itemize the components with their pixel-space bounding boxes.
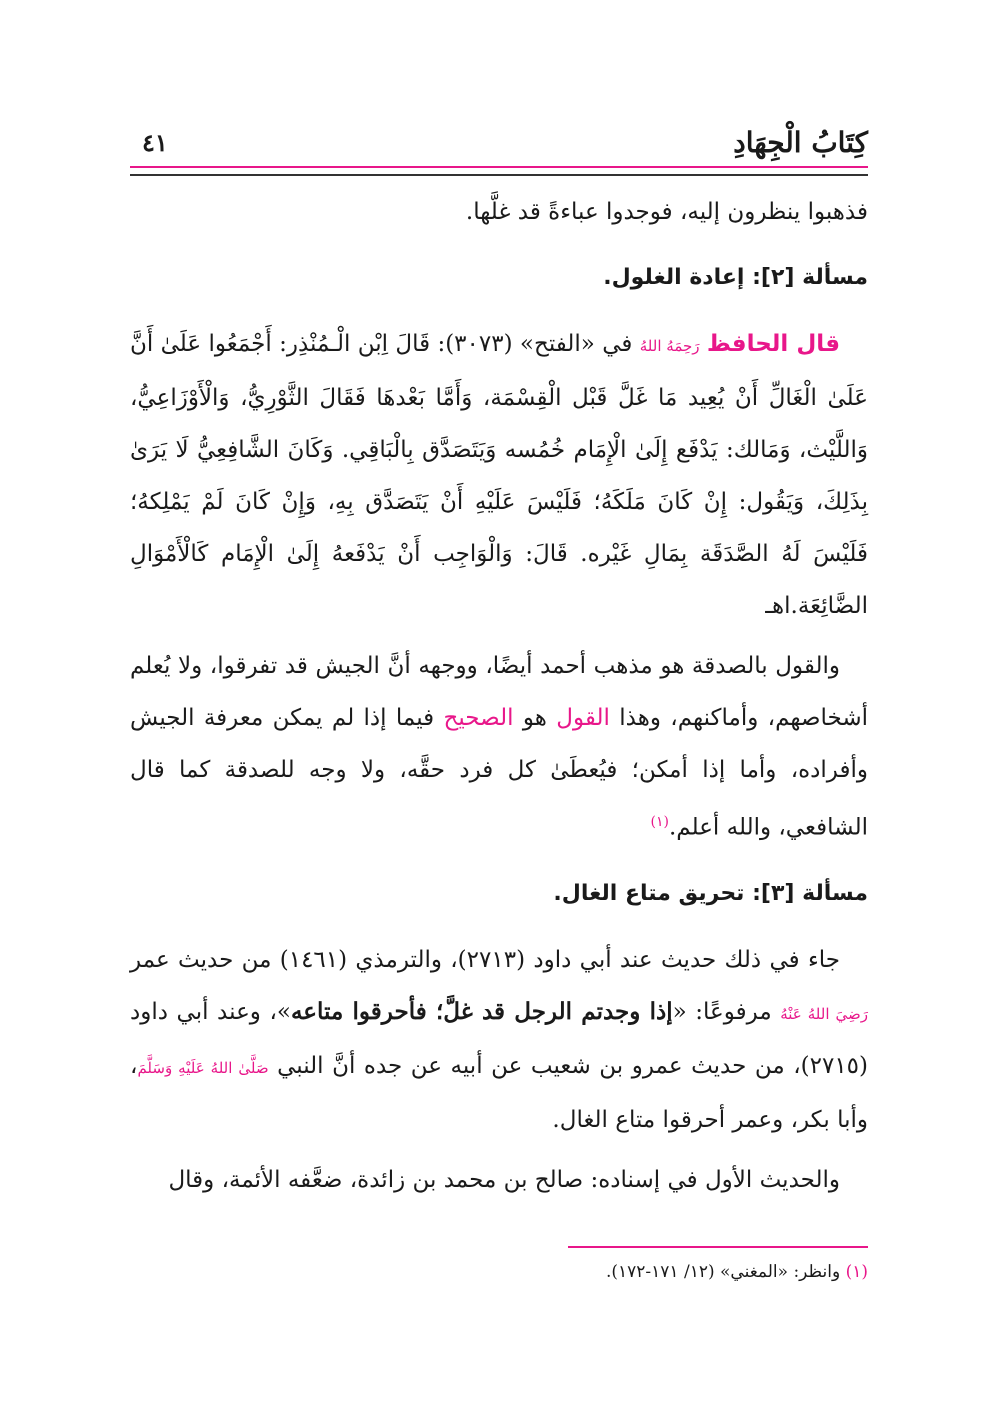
hadith-quote: إذا وجدتم الرجل قد غلَّ؛ فأحرقوا متاعه xyxy=(290,997,673,1025)
footnote-ref[interactable]: (١) xyxy=(650,814,669,830)
paragraph-4 xyxy=(130,934,868,1146)
chapter-title: كِتَابُ الْجِهَادِ xyxy=(733,126,868,159)
issue-prefix: مسألة [٣]: xyxy=(752,880,868,906)
running-header xyxy=(130,124,868,164)
page xyxy=(130,0,868,1418)
issue-title: تحريق متاع الغال. xyxy=(553,880,745,906)
issue-title: إعادة الغلول. xyxy=(603,265,745,290)
footnote-rule xyxy=(568,1246,868,1248)
issue-heading-3 xyxy=(130,868,868,920)
text-run: مرفوعًا: « xyxy=(672,998,772,1025)
footnote xyxy=(606,1262,868,1282)
header-rule-dark xyxy=(130,174,868,176)
text-run: ، وأبا بكر، وعمر أحرقوا متاع الغال. xyxy=(130,1052,868,1133)
text-run: جاء في ذلك حديث عند أبي داود (٢٧١٣)، والترمذي (١٤٦١) من حديث عمر xyxy=(130,946,840,973)
text-run: فيما إذا لم يمكن معرفة الجيش وأفراده، وأما إذا أمكن؛ فيُعطَىٰ كل فرد حقَّه، ولا وجه للصدقة كما قال الشافعي، والله أعلم. xyxy=(130,705,868,841)
paragraph-5: والحديث الأول في إسناده: صالح بن محمد بن زائدة، ضعَّفه الأئمة، وقال xyxy=(168,1166,840,1193)
issue-heading-2 xyxy=(130,252,868,304)
header-rule-pink xyxy=(130,166,868,168)
highlight-word: الصحيح xyxy=(443,705,514,731)
honorific-glyph: صَلَّىٰ اللهُ عَلَيْهِ وَسَلَّمَ xyxy=(137,1058,269,1077)
page-number: ٤١ xyxy=(142,128,168,157)
text-run: »، وعند أبي داود (٢٧١٥)، من حديث عمرو بن شعيب عن أبيه عن جده أنَّ النبي xyxy=(130,998,869,1079)
quote-text: في «الفتح» (٣٠٧٣): قَالَ اِبْن الْـمُنْذِر: أَجْمَعُوا عَلَىٰ أَنَّ عَلَىٰ الْغَالِّ أَنْ يُعِيد مَا غَلَّ قَبْل الْقِسْمَة، وَأَمَّا بَعْدهَا فَقَالَ الثَّوْرِيُّ، وَالْأَوْزَاعِيُّ، وَاللَّيْث، وَمَالك: يَدْفَع إِلَىٰ الْإِمَام خُمُسه وَيَتَصَدَّق بِالْبَاقِي. وَكَانَ الشَّافِعِيُّ لَا يَرَىٰ بِذَلِكَ، وَيَقُول: إِنْ كَانَ مَلَكَهُ؛ فَلَيْسَ عَلَيْهِ أَنْ يَتَصَدَّق بِهِ، وَإِنْ كَانَ لَمْ يَمْلِكهُ؛ فَلَيْسَ لَهُ الصَّدَقَة بِمَالِ غَيْره. قَالَ: وَالْوَاجِب أَنْ يَدْفَعهُ إِلَىٰ الْإِمَام كَالْأَمْوَالِ الضَّائِعَة.اهـ xyxy=(130,331,868,619)
paragraph-1: فذهبوا ينظرون إليه، فوجدوا عباءةً قد غلَّها. xyxy=(465,199,868,225)
paragraph-2 xyxy=(130,318,868,632)
footnote-text: وانظر: «المغني» (١٢/ ١٧١-١٧٢). xyxy=(605,1262,841,1282)
honorific-glyph: رَحِمَهُ اللهُ xyxy=(639,337,700,355)
footnote-number: (١) xyxy=(845,1262,868,1282)
text-run: هو xyxy=(522,705,547,731)
honorific-glyph: رَضِيَ اللهُ عَنْهُ xyxy=(780,1004,868,1023)
paragraph-3 xyxy=(130,640,868,854)
body-text xyxy=(130,186,868,1214)
text-run: والقول بالصدقة هو مذهب أحمد أيضًا، ووجهه أنَّ الجيش قد تفرقوا، ولا يُعلم أشخاصهم، وأماكنهم، وهذا xyxy=(130,653,869,731)
highlight-word: القول xyxy=(556,705,610,731)
issue-prefix: مسألة [٢]: xyxy=(752,265,868,290)
speaker-label: قال الحافظ xyxy=(706,331,841,357)
